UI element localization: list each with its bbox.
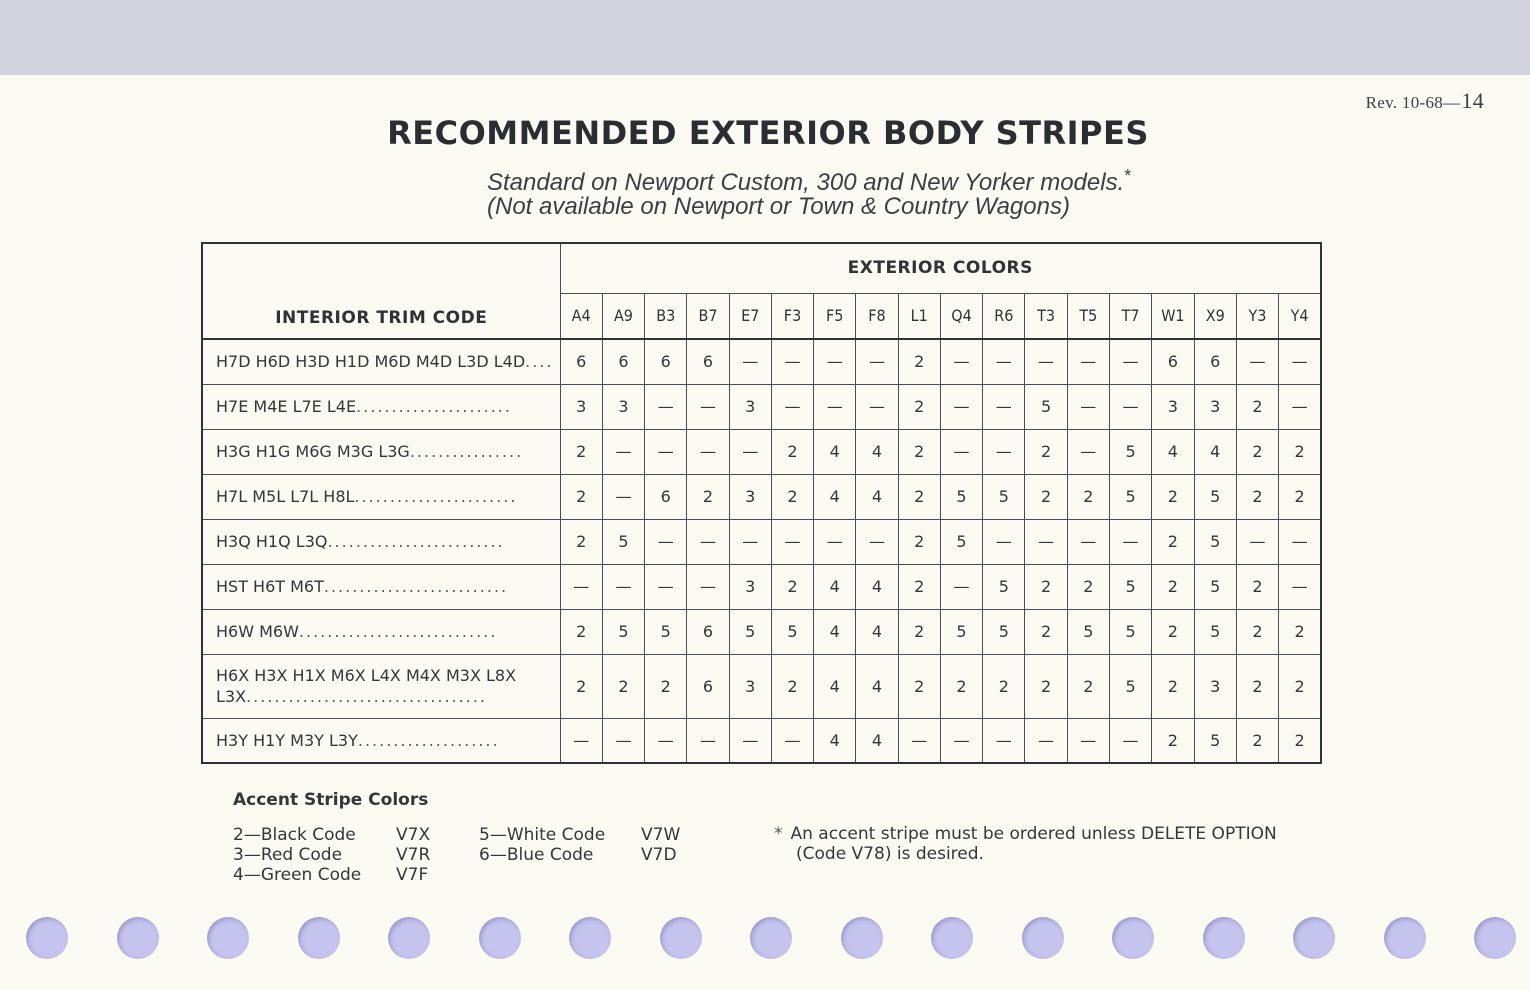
- value-cell: 5: [1194, 564, 1236, 609]
- value-cell: —: [1279, 519, 1321, 564]
- table-row: [202, 384, 1321, 429]
- value-cell: 2: [898, 474, 940, 519]
- value-cell: —: [729, 718, 771, 763]
- trim-code-cell: [202, 609, 560, 654]
- color-code-header: X9: [1194, 293, 1236, 339]
- value-cell: 2: [1279, 609, 1321, 654]
- value-cell: 3: [602, 384, 644, 429]
- value-cell: —: [814, 339, 856, 384]
- value-cell: 4: [856, 654, 898, 718]
- value-cell: 2: [602, 654, 644, 718]
- value-cell: 6: [560, 339, 602, 384]
- trim-code-content: [216, 665, 554, 707]
- trim-code-cell: [202, 474, 560, 519]
- value-cell: —: [940, 429, 982, 474]
- trim-code-cell: [202, 429, 560, 474]
- binder-hole: [1384, 917, 1426, 959]
- value-cell: —: [1025, 339, 1067, 384]
- color-code-header: F3: [771, 293, 813, 339]
- value-cell: —: [898, 718, 940, 763]
- color-code-header: B3: [645, 293, 687, 339]
- value-cell: 5: [1109, 609, 1151, 654]
- color-code-header: B7: [687, 293, 729, 339]
- value-cell: 4: [856, 429, 898, 474]
- binder-hole: [931, 917, 973, 959]
- value-cell: 2: [1025, 474, 1067, 519]
- value-cell: —: [1109, 519, 1151, 564]
- value-cell: —: [687, 564, 729, 609]
- value-cell: 2: [771, 564, 813, 609]
- value-cell: 2: [771, 654, 813, 718]
- value-cell: —: [1236, 339, 1278, 384]
- binder-hole: [660, 917, 702, 959]
- value-cell: 2: [898, 654, 940, 718]
- value-cell: 5: [1194, 474, 1236, 519]
- trim-code-text: H7E M4E L7E L4E: [216, 397, 357, 416]
- leader-dots: .......................: [354, 487, 518, 506]
- value-cell: 2: [898, 519, 940, 564]
- value-cell: 6: [1194, 339, 1236, 384]
- value-cell: 3: [1194, 384, 1236, 429]
- value-cell: 5: [983, 609, 1025, 654]
- value-cell: 4: [814, 429, 856, 474]
- value-cell: —: [1109, 384, 1151, 429]
- value-cell: 5: [940, 519, 982, 564]
- binder-hole: [117, 917, 159, 959]
- value-cell: 6: [645, 474, 687, 519]
- value-cell: 4: [814, 718, 856, 763]
- value-cell: 4: [814, 564, 856, 609]
- trim-code-content: [216, 442, 554, 461]
- value-cell: 2: [898, 384, 940, 429]
- value-cell: 2: [1025, 609, 1067, 654]
- value-cell: 2: [771, 429, 813, 474]
- revision-label: [1366, 88, 1484, 114]
- value-cell: 5: [1109, 474, 1151, 519]
- value-cell: —: [560, 564, 602, 609]
- binder-hole: [207, 917, 249, 959]
- value-cell: —: [940, 384, 982, 429]
- value-cell: —: [602, 474, 644, 519]
- value-cell: —: [814, 519, 856, 564]
- value-cell: —: [940, 718, 982, 763]
- binder-hole: [298, 917, 340, 959]
- trim-code-cell: [202, 339, 560, 384]
- value-cell: —: [1025, 519, 1067, 564]
- value-cell: 5: [1109, 429, 1151, 474]
- value-cell: 6: [602, 339, 644, 384]
- value-cell: —: [1109, 339, 1151, 384]
- value-cell: —: [771, 718, 813, 763]
- value-cell: 2: [1236, 474, 1278, 519]
- value-cell: 5: [602, 519, 644, 564]
- value-cell: —: [814, 384, 856, 429]
- value-cell: 4: [856, 718, 898, 763]
- footnote-asterisk: *: [774, 824, 783, 844]
- value-cell: 5: [602, 609, 644, 654]
- value-cell: 2: [898, 564, 940, 609]
- value-cell: 5: [983, 474, 1025, 519]
- value-cell: —: [645, 519, 687, 564]
- value-cell: —: [645, 384, 687, 429]
- value-cell: —: [856, 339, 898, 384]
- value-cell: 3: [1152, 384, 1194, 429]
- legend-code: V7D: [641, 845, 677, 865]
- value-cell: —: [729, 519, 771, 564]
- value-cell: 2: [1067, 474, 1109, 519]
- trim-code-text: H7L M5L L7L H8L: [216, 487, 355, 506]
- footnote: [774, 824, 1277, 864]
- revision-text: Rev. 10-68—: [1365, 93, 1461, 112]
- binder-hole: [1203, 917, 1245, 959]
- color-code-header: A4: [560, 293, 602, 339]
- color-code-header: R6: [983, 293, 1025, 339]
- value-cell: —: [645, 564, 687, 609]
- value-cell: —: [983, 429, 1025, 474]
- value-cell: 2: [560, 654, 602, 718]
- table-body: [202, 339, 1321, 763]
- value-cell: 2: [560, 519, 602, 564]
- value-cell: 2: [898, 429, 940, 474]
- value-cell: 2: [898, 609, 940, 654]
- color-code-header: E7: [729, 293, 771, 339]
- value-cell: 2: [687, 474, 729, 519]
- value-cell: —: [687, 718, 729, 763]
- trim-code-cell: [202, 654, 560, 718]
- legend-item: 2—Black Code: [233, 825, 356, 845]
- binder-hole: [841, 917, 883, 959]
- table-row: [202, 609, 1321, 654]
- table-row: [202, 519, 1321, 564]
- value-cell: 6: [687, 654, 729, 718]
- trim-code-content: [216, 731, 554, 750]
- leader-dots: ..........................: [323, 577, 509, 596]
- subtitle-line-2: (Not available on Newport or Town & Country Wagons): [487, 193, 1070, 220]
- value-cell: —: [771, 384, 813, 429]
- trim-code-content: [216, 352, 554, 371]
- value-cell: 5: [1194, 519, 1236, 564]
- value-cell: —: [1236, 519, 1278, 564]
- value-cell: 5: [771, 609, 813, 654]
- value-cell: —: [771, 339, 813, 384]
- legend-item: 4—Green Code: [233, 865, 362, 885]
- binder-hole: [388, 917, 430, 959]
- legend-item: 5—White Code: [479, 825, 606, 845]
- value-cell: —: [983, 519, 1025, 564]
- trim-code-text: H6X H3X H1X M6X L4X M4X M3X L8X L3X: [216, 666, 517, 706]
- value-cell: —: [1067, 519, 1109, 564]
- legend-column-4: [641, 825, 680, 865]
- value-cell: —: [940, 564, 982, 609]
- value-cell: —: [983, 718, 1025, 763]
- trim-code-text: H7D H6D H3D H1D M6D M4D L3D L4D: [216, 352, 526, 372]
- table-row: [202, 429, 1321, 474]
- leader-dots: ....................: [357, 730, 500, 750]
- legend-code: V7R: [396, 845, 431, 865]
- value-cell: 4: [1152, 429, 1194, 474]
- value-cell: 2: [1025, 564, 1067, 609]
- interior-trim-header: INTERIOR TRIM CODE: [202, 243, 560, 339]
- trim-code-content: [216, 532, 554, 551]
- binder-hole: [1293, 917, 1335, 959]
- value-cell: 2: [1025, 654, 1067, 718]
- footnote-line-1: An accent stripe must be ordered unless DELETE OPTION: [790, 824, 1277, 844]
- trim-code-cell: [202, 718, 560, 763]
- value-cell: 2: [771, 474, 813, 519]
- trim-code-content: [216, 487, 554, 506]
- subtitle-line-1-text: Standard on Newport Custom, 300 and New Yorker models.: [487, 169, 1125, 196]
- value-cell: —: [856, 384, 898, 429]
- trim-code-content: [216, 577, 554, 596]
- value-cell: 2: [1152, 654, 1194, 718]
- value-cell: 4: [856, 564, 898, 609]
- color-code-header: W1: [1152, 293, 1194, 339]
- value-cell: 5: [1067, 609, 1109, 654]
- value-cell: 5: [1025, 384, 1067, 429]
- value-cell: 2: [1236, 654, 1278, 718]
- subtitle-asterisk: *: [1124, 166, 1132, 186]
- value-cell: —: [1067, 339, 1109, 384]
- value-cell: 2: [560, 609, 602, 654]
- binder-hole: [26, 917, 68, 959]
- table-row: [202, 654, 1321, 718]
- value-cell: —: [1025, 718, 1067, 763]
- value-cell: 6: [687, 339, 729, 384]
- binder-hole: [1022, 917, 1064, 959]
- value-cell: 2: [1279, 429, 1321, 474]
- legend-code: V7X: [396, 825, 431, 845]
- value-cell: 4: [814, 609, 856, 654]
- color-code-header: T3: [1025, 293, 1067, 339]
- legend-code: V7W: [641, 825, 681, 845]
- value-cell: 2: [1067, 654, 1109, 718]
- value-cell: 3: [729, 474, 771, 519]
- table-row: [202, 718, 1321, 763]
- value-cell: —: [687, 429, 729, 474]
- stripe-table: [201, 242, 1322, 764]
- leader-dots: ..................................: [246, 687, 487, 706]
- value-cell: 2: [1279, 654, 1321, 718]
- value-cell: —: [687, 519, 729, 564]
- value-cell: —: [560, 718, 602, 763]
- value-cell: —: [1109, 718, 1151, 763]
- value-cell: 2: [1152, 609, 1194, 654]
- value-cell: —: [687, 384, 729, 429]
- table-row: [202, 339, 1321, 384]
- binder-hole: [1474, 917, 1516, 959]
- leader-dots: ............................: [298, 622, 498, 641]
- leader-dots: .........................: [327, 532, 505, 551]
- color-code-header: Y4: [1279, 293, 1321, 339]
- value-cell: 2: [1236, 384, 1278, 429]
- value-cell: 2: [1152, 474, 1194, 519]
- value-cell: 5: [645, 609, 687, 654]
- binder-hole: [479, 917, 521, 959]
- value-cell: 4: [856, 474, 898, 519]
- value-cell: 5: [983, 564, 1025, 609]
- value-cell: —: [602, 564, 644, 609]
- trim-code-text: H6W M6W: [216, 622, 299, 641]
- trim-code-text: H3Q H1Q L3Q: [216, 532, 328, 551]
- value-cell: —: [1279, 384, 1321, 429]
- value-cell: 5: [729, 609, 771, 654]
- footnote-line-2: (Code V78) is desired.: [796, 844, 984, 864]
- value-cell: —: [1279, 339, 1321, 384]
- value-cell: 5: [940, 474, 982, 519]
- color-code-header: L1: [898, 293, 940, 339]
- value-cell: —: [1067, 718, 1109, 763]
- value-cell: 3: [560, 384, 602, 429]
- value-cell: 2: [560, 474, 602, 519]
- value-cell: 2: [560, 429, 602, 474]
- value-cell: 2: [1236, 609, 1278, 654]
- binder-hole: [750, 917, 792, 959]
- trim-code-text: H3Y H1Y M3Y L3Y: [216, 730, 358, 750]
- value-cell: 2: [1152, 564, 1194, 609]
- color-code-header: T7: [1109, 293, 1151, 339]
- value-cell: 2: [1236, 564, 1278, 609]
- value-cell: 2: [940, 654, 982, 718]
- value-cell: 2: [1279, 718, 1321, 763]
- top-band: [0, 0, 1530, 75]
- value-cell: —: [940, 339, 982, 384]
- value-cell: 2: [1236, 429, 1278, 474]
- value-cell: —: [983, 339, 1025, 384]
- value-cell: —: [1279, 564, 1321, 609]
- value-cell: 2: [983, 654, 1025, 718]
- legend-column-1: [233, 825, 361, 885]
- value-cell: —: [645, 429, 687, 474]
- value-cell: 6: [687, 609, 729, 654]
- legend-column-2: [396, 825, 430, 885]
- leader-dots: ....: [525, 352, 554, 372]
- value-cell: 6: [645, 339, 687, 384]
- value-cell: 5: [940, 609, 982, 654]
- value-cell: 2: [1152, 519, 1194, 564]
- value-cell: —: [771, 519, 813, 564]
- value-cell: 5: [1194, 718, 1236, 763]
- page-number: 14: [1461, 88, 1484, 113]
- value-cell: 3: [729, 564, 771, 609]
- value-cell: 3: [729, 384, 771, 429]
- trim-code-content: [216, 397, 554, 416]
- color-code-header: Q4: [940, 293, 982, 339]
- binder-hole: [569, 917, 611, 959]
- exterior-colors-header: EXTERIOR COLORS: [560, 243, 1321, 293]
- trim-code-cell: [202, 519, 560, 564]
- value-cell: 5: [1109, 654, 1151, 718]
- trim-code-cell: [202, 384, 560, 429]
- legend-item: 3—Red Code: [233, 845, 343, 865]
- value-cell: —: [1067, 429, 1109, 474]
- value-cell: 3: [1194, 654, 1236, 718]
- value-cell: —: [856, 519, 898, 564]
- value-cell: —: [1067, 384, 1109, 429]
- color-code-header: F5: [814, 293, 856, 339]
- value-cell: 3: [729, 654, 771, 718]
- value-cell: 6: [1152, 339, 1194, 384]
- legend-item: 6—Blue Code: [479, 845, 594, 865]
- value-cell: 4: [856, 609, 898, 654]
- value-cell: 2: [898, 339, 940, 384]
- leader-dots: ......................: [356, 397, 512, 416]
- value-cell: —: [602, 429, 644, 474]
- trim-code-text: HST H6T M6T: [216, 577, 324, 596]
- color-code-header: F8: [856, 293, 898, 339]
- value-cell: 2: [1236, 718, 1278, 763]
- value-cell: 5: [1194, 609, 1236, 654]
- trim-code-content: [216, 622, 554, 641]
- value-cell: 4: [1194, 429, 1236, 474]
- value-cell: 2: [1279, 474, 1321, 519]
- table-row: [202, 564, 1321, 609]
- table-row: [202, 474, 1321, 519]
- trim-code-cell: [202, 564, 560, 609]
- color-code-header: A9: [602, 293, 644, 339]
- color-code-header: T5: [1067, 293, 1109, 339]
- color-code-header: Y3: [1236, 293, 1278, 339]
- value-cell: —: [729, 339, 771, 384]
- leader-dots: ................: [409, 442, 524, 461]
- value-cell: —: [983, 384, 1025, 429]
- value-cell: 5: [1109, 564, 1151, 609]
- value-cell: —: [645, 718, 687, 763]
- value-cell: —: [729, 429, 771, 474]
- trim-code-text: H3G H1G M6G M3G L3G: [216, 442, 410, 461]
- binder-hole: [1112, 917, 1154, 959]
- value-cell: 4: [814, 474, 856, 519]
- page-title: RECOMMENDED EXTERIOR BODY STRIPES: [387, 114, 1149, 152]
- value-cell: 2: [1067, 564, 1109, 609]
- accent-heading: Accent Stripe Colors: [233, 790, 429, 810]
- value-cell: 2: [1025, 429, 1067, 474]
- value-cell: —: [602, 718, 644, 763]
- value-cell: 4: [814, 654, 856, 718]
- value-cell: 2: [1152, 718, 1194, 763]
- value-cell: 2: [645, 654, 687, 718]
- legend-code: V7F: [396, 865, 429, 885]
- legend-column-3: [479, 825, 605, 865]
